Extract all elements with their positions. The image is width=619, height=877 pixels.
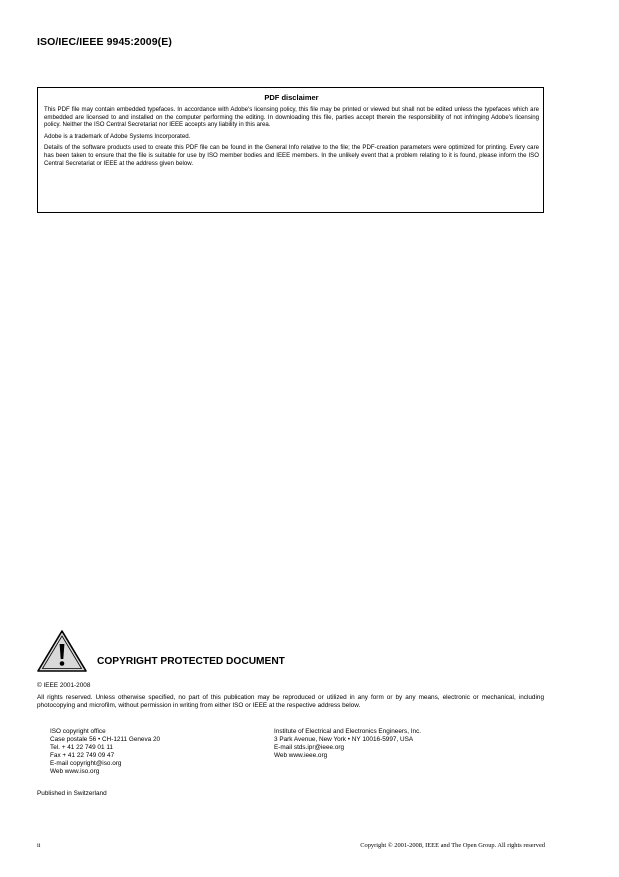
- ieee-address: [274, 728, 421, 760]
- rights-reserved-text: All rights reserved. Unless otherwise specified, no part of this publication may be reproduced or utilized in any form or by any means, electronic or mechanical, including photocopying and microfilm, without permission in writing from either ISO or IEEE at the respective address below.: [37, 694, 544, 709]
- copyright-years: © IEEE 2001-2008: [37, 682, 91, 689]
- published-location: Published in Switzerland: [37, 790, 107, 797]
- iso-address-line: Web www.iso.org: [50, 768, 100, 775]
- iso-address-line: Fax + 41 22 749 09 47: [50, 752, 115, 759]
- ieee-address-line: Web www.ieee.org: [274, 752, 328, 759]
- iso-address: [50, 728, 160, 776]
- footer-copyright: Copyright © 2001-2008, IEEE and The Open Group. All rights reserved: [360, 842, 545, 849]
- iso-address-line: ISO copyright office: [50, 728, 106, 735]
- iso-address-line: E-mail copyright@iso.org: [50, 760, 122, 767]
- pdf-disclaimer-box: [37, 87, 544, 213]
- iso-address-line: Tel. + 41 22 749 01 11: [50, 744, 113, 751]
- disclaimer-paragraph: Details of the software products used to create this PDF file can be found in the General Info relative to the file; the PDF-creation parameters were optimized for printing. Every care has been taken to ensure that the file is suitable for use by ISO member bodies and IEEE members. In the unlikely event that a problem relating to it is found, please inform the ISO Central Secretariat or IEEE at the address given below.: [44, 144, 539, 167]
- ieee-address-line: E-mail stds.ipr@ieee.org: [274, 744, 345, 751]
- iso-address-line: Case postale 56 • CH-1211 Geneva 20: [50, 736, 161, 743]
- ieee-address-line: 3 Park Avenue, New York • NY 10016-5997, USA: [274, 736, 414, 743]
- page-number: ii: [37, 842, 41, 849]
- copyright-heading: COPYRIGHT PROTECTED DOCUMENT: [97, 656, 285, 667]
- warning-icon: [37, 630, 87, 672]
- disclaimer-paragraph: Adobe is a trademark of Adobe Systems Incorporated.: [44, 132, 191, 140]
- disclaimer-paragraph: This PDF file may contain embedded typefaces. In accordance with Adobe's licensing policy, this file may be printed or viewed but shall not be edited unless the typefaces which are embedded are licensed to and installed on the computer performing the editing. In downloading this file, parties accept therein the responsibility of not infringing Adobe's licensing policy. Neither the ISO Central Secretariat nor IEEE accepts any liability in this area.: [44, 106, 539, 129]
- document-id: ISO/IEC/IEEE 9945:2009(E): [37, 36, 172, 48]
- ieee-address-line: Institute of Electrical and Electronics Engineers, Inc.: [274, 728, 422, 735]
- disclaimer-title: PDF disclaimer: [264, 93, 319, 102]
